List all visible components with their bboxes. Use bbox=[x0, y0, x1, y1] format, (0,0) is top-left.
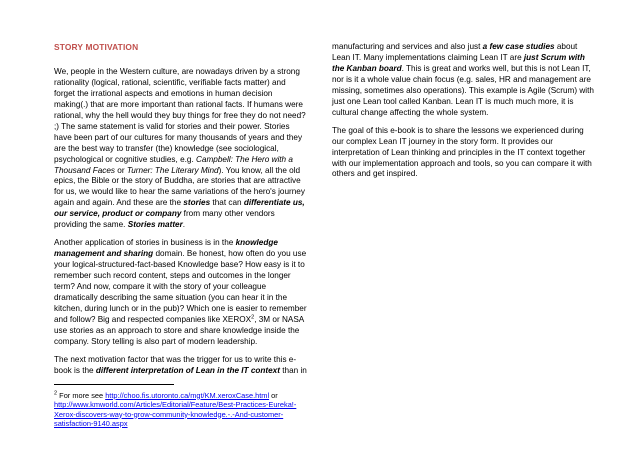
footnote-reference[interactable]: 2 bbox=[251, 314, 255, 321]
footnote-divider bbox=[54, 384, 174, 385]
emphasis-differentiate: differentiate us, our service, product or company bbox=[54, 198, 305, 219]
footnote-link-kmworld[interactable]: http://www.kmworld.com/Articles/Editorial/Feature/Best-Practices-Eureka!-Xerox-discovers-way-to-grow-community-knowledge.-.-And-customer-satisfaction-9140.aspx bbox=[54, 400, 297, 428]
footnote: $^2$ For more see http://choo.fis.utoronto.ca/mgt/KM.xeroxCase.html or http://www.kmworld.com/Articles/Editorial/Feature/Best-Practices-Eureka!-Xerox-discovers-way-to-grow-community-knowledge.-.-And-customer-satisfaction-9140.aspx bbox=[54, 390, 297, 428]
paragraph-story-motivation: We, people in the Western culture, are nowadays driven by a strong rationality (logical, rational, scientific, verifiable facts matter) and forget the irrational aspects and emotions in human decision making(.) that are more important than rational facts. If humans were rational, why the hell would they buy things for free they do not need? ;) The same statement is valid for stories and their power. Stories have been part of our cultures for many thousands of years and they are the best way to transfer (the) knowledge (see sociological, psychological or cognitive studies, e.g. Campbell: The Hero with a Thousand Faces or Turner: The Literary Mind). You know, all the old epics, the Bible or the story of Buddha, are stories that are attractive for us, we would like to hear the same variations of the hero's journey again and again. And these are the stories that can differentiate us, our service, product or company from many other vendors providing the same. Stories matter. bbox=[54, 66, 306, 230]
paragraph-goal: The goal of this e-book is to share the lessons we experienced during our complex Lean IT journey in the story form. It provides our interpretation of Lean thinking and principles in the IT context together with our implementation approach and tools, so you can compare it with others and get inspired. bbox=[332, 125, 592, 179]
left-column bbox=[54, 42, 307, 428]
emphasis-different-interpretation: different interpretation of Lean in the IT context bbox=[95, 365, 280, 375]
emphasis-scrum-kanban: just Scrum with the Kanban board bbox=[332, 52, 585, 73]
emphasis-few-case-studies: a few case studies bbox=[482, 42, 555, 51]
section-heading: STORY MOTIVATION bbox=[54, 42, 139, 52]
emphasis-knowledge-management: knowledge management and sharing bbox=[54, 238, 278, 259]
right-column bbox=[332, 42, 594, 187]
emphasis-stories: stories bbox=[183, 198, 211, 208]
emphasis-stories-matter: Stories matter bbox=[127, 220, 183, 230]
citation-campbell: Campbell: The Hero with a Thousand Faces bbox=[54, 154, 293, 175]
paragraph-knowledge-management: Another application of stories in business is in the knowledge management and sharing domain. Be honest, how often do you use your logical-structured-fact-based Knowledge base? How easy is it to remember such record content, steps and outcomes in the longer term? And now, compare it with the story of your colleague dramatically describing the same situation (you can hear it in the kitchen, during lunch or in the pub)? Which one is easier to remember and follow? Big and respected companies like XEROX$^2$, 3M or NASA use stories as an approach to store and share knowledge inside the company. Story telling is also part of modern leadership. bbox=[54, 238, 307, 346]
paragraph-next-motivation: The next motivation factor that was the trigger for us to write this e-book is the different interpretation of Lean in the IT context than in bbox=[54, 354, 307, 375]
citation-turner: Turner: The Literary Mind bbox=[126, 165, 219, 175]
footnote-marker: 2 bbox=[54, 390, 58, 397]
paragraph-lean-it-continued: manufacturing and services and also just a few case studies about Lean IT. Many implementations claiming Lean IT are just Scrum with the Kanban board. This is great and works well, but this is not Lean IT, nor is it a whole value chain focus (e.g. sales, HR and management are missing, sometimes also operations). This example is Agile (Scrum) with just one Lean tool called Kanban. Lean IT is much much more, it is cultural change affecting the whole system. bbox=[332, 42, 594, 117]
footnote-link-xerox-case[interactable]: http://choo.fis.utoronto.ca/mgt/KM.xeroxCase.html bbox=[105, 390, 270, 400]
